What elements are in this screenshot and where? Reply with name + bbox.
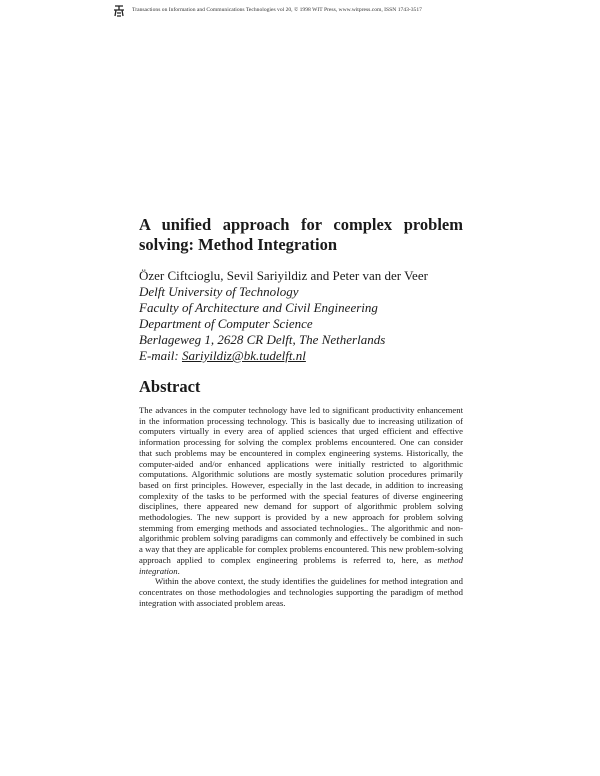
affiliation-university: Delft University of Technology [139, 284, 299, 299]
email-label: E-mail: [139, 348, 182, 363]
email-link[interactable]: Sariyildiz@bk.tudelft.nl [181, 348, 306, 363]
method-integration-emphasis: method integration [139, 554, 463, 576]
email-line [139, 348, 479, 364]
header-text: Transactions on Information and Communications Technologies vol 20, © 1998 WIT Press, www.witpress.com, ISSN 1743-3517 [132, 7, 422, 13]
abstract-paragraph-1: The advances in the computer technology have led to significant productivity enhancement in the information processing technology. This is basically due to increasing utilization of computers virtually in every area of applied sciences that urged efficient and effective information processing for solving the complex problems encountered. One can consider that such problems may be encountered in complex engineering systems. Historically, the computer-aided and/or enhanced applications were initially restricted to algorithmic computations. Algorithmic solutions are mostly systematic solution procedures primarily based on first principles. However, especially in the last decade, in addition to increasing complexity of the tasks to be performed with the special features of diverse engineering disciplines, there appeared new demand for support of algorithmic problem solving methodologies. The new support is provided by a new approach for problem solving stemming from emerging methods and associated technologies.. The algorithmic and non-algorithmic problem solving paradigms can commonly and effectively be combined in such a way that they are applicable for complex problems encountered. This new problem-solving approach applied to complex engineering problems is referred to, here, as method integration. [139, 405, 463, 576]
affiliation-address: Berlageweg 1, 2628 CR Delft, The Netherlands [139, 332, 386, 347]
authors: Özer Ciftcioglu, Sevil Sariyildiz and Peter van der Veer [139, 268, 428, 283]
paper-title: A unified approach for complex problem solving: Method Integration [139, 215, 463, 254]
wit-press-logo-icon [112, 4, 126, 18]
abstract-paragraph-2: Within the above context, the study identifies the guidelines for method integration and concentrates on those methodologies and technologies supporting the paradigm of method integration with associated problem areas. [139, 576, 463, 608]
running-header [112, 4, 592, 18]
abstract-heading: Abstract [139, 377, 201, 396]
abstract-body [139, 405, 463, 608]
affiliation-department: Department of Computer Science [139, 316, 313, 331]
affiliation-faculty: Faculty of Architecture and Civil Engineering [139, 300, 378, 315]
